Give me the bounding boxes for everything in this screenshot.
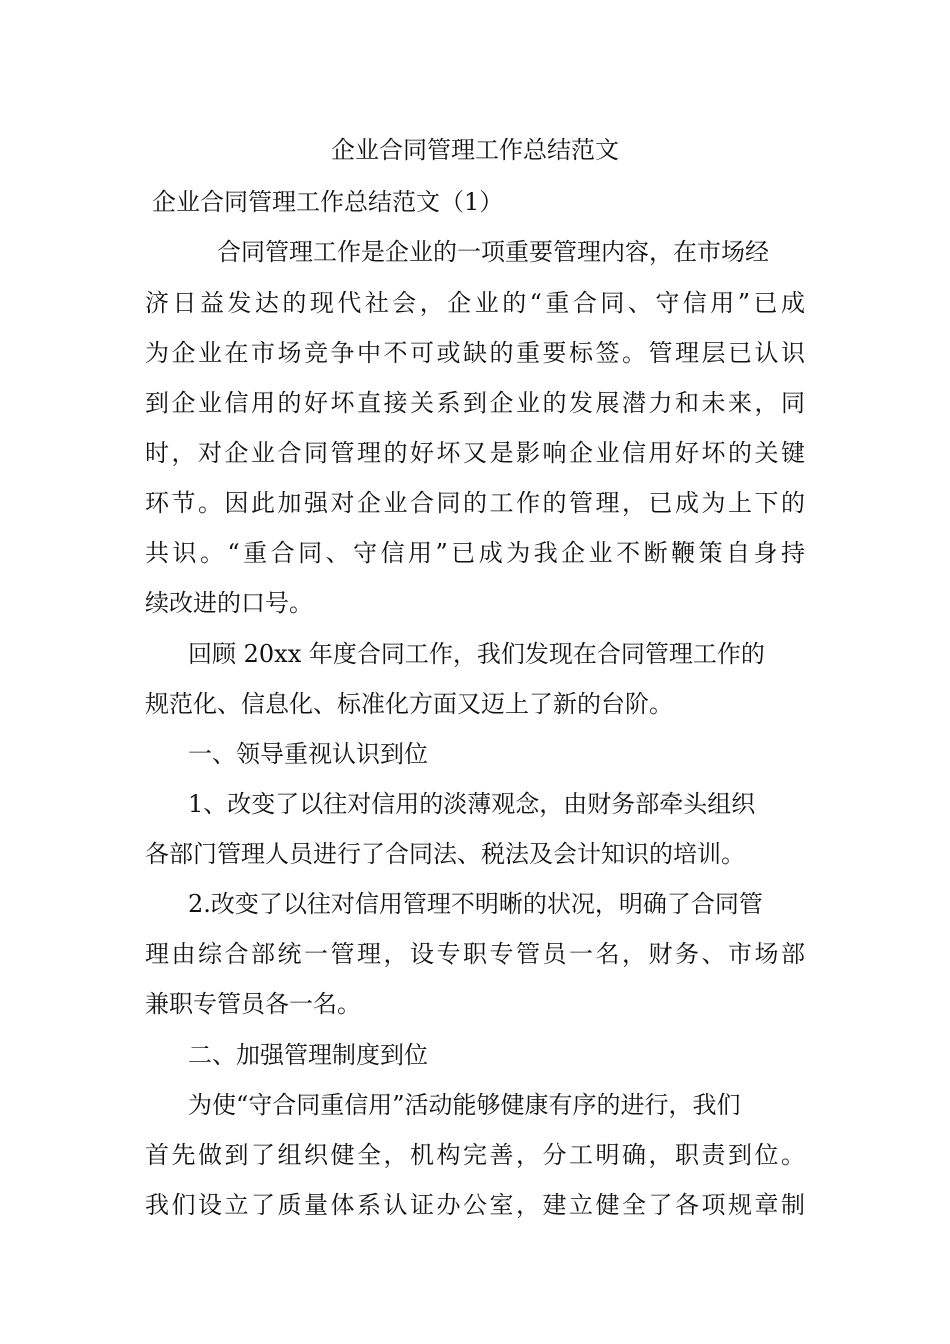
paragraph-line: 为使“守合同重信用”活动能够健康有序的进行，我们 [188,1091,741,1119]
paragraph-line: 合同管理工作是企业的一项重要管理内容，在市场经 [217,238,769,266]
paragraph-line: 共识。“重合同、守信用”已成为我企业不断鞭策自身持 [145,539,805,567]
paragraph-line: 我们设立了质量体系认证办公室，建立健全了各项规章制 [145,1191,805,1219]
paragraph-line: 到企业信用的好坏直接关系到企业的发展潜力和未来，同 [145,389,805,417]
document-subtitle: 企业合同管理工作总结范文（1） [152,188,504,216]
paragraph-line: 济日益发达的现代社会，企业的“重合同、守信用”已成 [145,289,805,317]
paragraph-line: 2.改变了以往对信用管理不明晰的状况，明确了合同管 [188,890,763,918]
paragraph-line: 时，对企业合同管理的好坏又是影响企业信用好坏的关键 [145,439,805,467]
document-title: 企业合同管理工作总结范文 [331,136,619,164]
section-heading: 一、领导重视认识到位 [188,740,428,768]
paragraph-line: 为企业在市场竞争中不可或缺的重要标签。管理层已认识 [145,339,805,367]
paragraph-line: 规范化、信息化、标准化方面又迈上了新的台阶。 [145,690,673,718]
paragraph-line: 各部门管理人员进行了合同法、税法及会计知识的培训。 [145,840,745,868]
paragraph-line: 理由综合部统一管理，设专职专管员一名，财务、市场部 [145,940,805,968]
paragraph-line: 首先做到了组织健全，机构完善，分工明确，职责到位。 [145,1141,805,1169]
paragraph-line: 回顾 20xx 年度合同工作，我们发现在合同管理工作的 [188,640,765,668]
paragraph-line: 1、改变了以往对信用的淡薄观念，由财务部牵头组织 [188,790,756,818]
paragraph-line: 续改进的口号。 [145,589,313,617]
section-heading: 二、加强管理制度到位 [188,1041,428,1069]
paragraph-line: 兼职专管员各一名。 [145,990,361,1018]
paragraph-line: 环节。因此加强对企业合同的工作的管理，已成为上下的 [145,489,805,517]
